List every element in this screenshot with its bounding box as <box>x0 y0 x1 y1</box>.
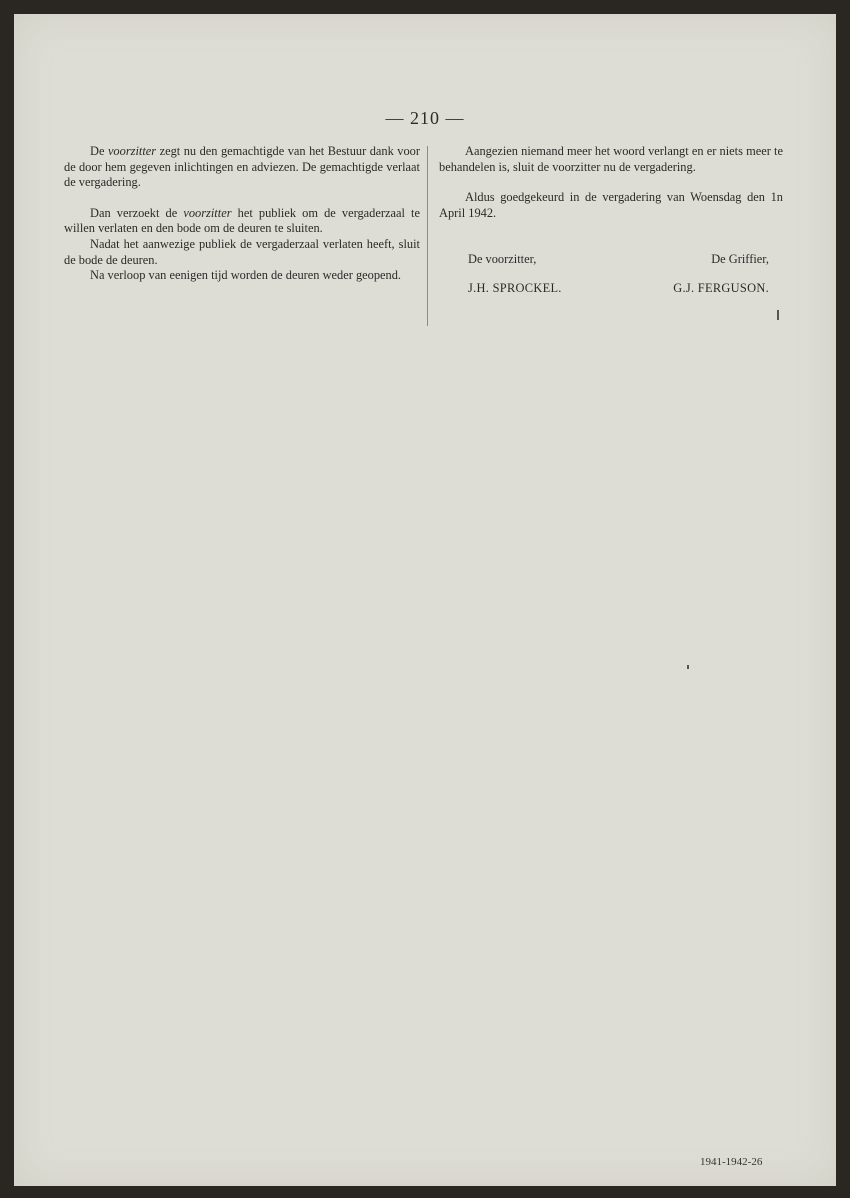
paragraph-chair-thanks: De voorzitter zegt nu den gemachtigde van het Bestuur dank voor de door hem gegeven inlichtingen en adviezen. De gemachtigde verlaat de vergadering. <box>64 144 420 190</box>
signature-names <box>439 281 783 297</box>
left-column <box>64 144 420 284</box>
emphasis-voorzitter: voorzitter <box>183 205 232 220</box>
paragraph-doors-reopened: Na verloop van eenigen tijd worden de deuren weder geopend. <box>90 268 402 283</box>
ink-mark <box>777 310 779 320</box>
clerk-title: De Griffier, <box>711 252 769 267</box>
paragraph-doors-closed: Nadat het aanwezige publiek de vergaderzaal verlaten heeft, sluit de bode de deuren. <box>64 236 420 267</box>
catalog-reference: 1941-1942-26 <box>700 1156 763 1168</box>
paragraph-public-leave: Dan verzoekt de voorzitter het publiek om de vergaderzaal te willen verlaten en den bode om de deuren te sluiten. <box>64 205 420 236</box>
page-number: — 210 — <box>385 108 465 128</box>
paragraph-meeting-closed: Aangezien niemand meer het woord verlangt en er niets meer te behandelen is, sluit de voorzitter nu de vergadering. <box>439 144 783 174</box>
emphasis-voorzitter: voorzitter <box>107 144 157 158</box>
chair-title: De voorzitter, <box>468 252 537 267</box>
paragraph-approval: Aldus goedgekeurd in de vergadering van Woensdag den 1n April 1942. <box>439 190 783 220</box>
document-page <box>14 14 836 1186</box>
clerk-name: G.J. FERGUSON. <box>673 280 769 295</box>
column-divider <box>427 146 428 326</box>
chair-name: J.H. SPROCKEL. <box>468 280 562 295</box>
ink-mark <box>687 665 689 669</box>
signature-titles <box>439 252 783 268</box>
right-column <box>439 144 783 297</box>
